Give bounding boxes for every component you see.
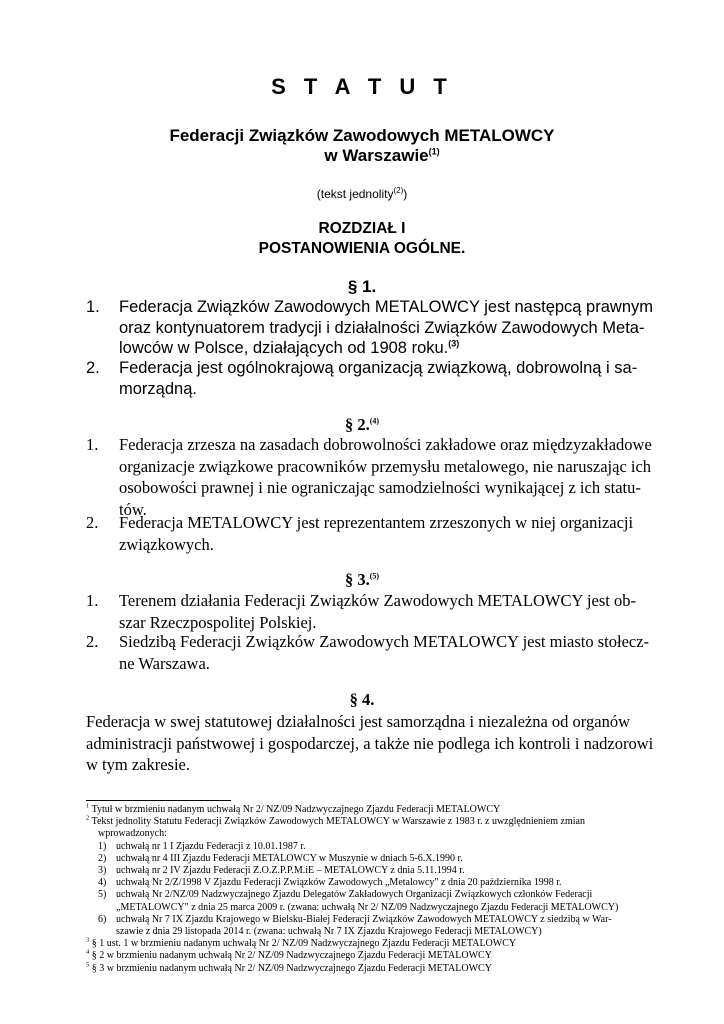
- footnote-1: $^1$ Tytuł w brzmieniu nadanym uchwałą Nr 2/ NZ/09 Nadzwyczajnego Zjazdu Federacji METALOWCY: [86, 802, 501, 815]
- paragraph-number: 1.: [86, 435, 99, 454]
- section-2-paragraph-1: 1. Federacja zrzesza na zasadach dobrowolności zakładowe oraz międzyzakładowe organizacje związkowe pracowników przemysłu metalowego, nie naruszając ich osobowości prawnej i nie ograniczając samodzielności wynikającej z ich statu- tów.: [86, 435, 652, 519]
- section-3-header: § 3.$^{(5)}$: [344, 570, 380, 589]
- document-title: S T A T U T: [271, 74, 453, 99]
- footnote-list-item: 6) uchwałą Nr 7 IX Zjazdu Krajowego w Bielsku-Białej Federacji Związków Zawodowych METALOWCY z siedzibą w War-: [98, 913, 612, 925]
- footnote-list-item-continuation: szawie z dnia 29 listopada 2014 r. (zwana: uchwałą Nr 7 IX Zjazdu Krajowego Federacji METALOWCY): [116, 926, 542, 938]
- heading-line-2: [0, 146, 724, 166]
- section-3-paragraph-2: 2. Siedzibą Federacji Związków Zawodowych METALOWCY jest miasto stołecz- ne Warszawa.: [86, 632, 650, 673]
- heading-line-1: Federacji Związków Zawodowych METALOWCY: [169, 126, 555, 145]
- chapter-number: ROZDZIAŁ I: [318, 220, 406, 237]
- footnote-ref: (4): [369, 416, 380, 426]
- document-heading: [0, 126, 724, 166]
- footnote-4: $^4$ § 2 w brzmieniu nadanym uchwałą Nr 2/ NZ/09 Nadzwyczajnego Zjazdu Federacji METALOWCY: [86, 949, 492, 962]
- paragraph-number: 2.: [86, 359, 100, 377]
- footnotes: $^1$ Tytuł w brzmieniu nadanym uchwałą Nr 2/ NZ/09 Nadzwyczajnego Zjazdu Federacji METALOWCY $^2$ Tekst jednolity Statutu Federacji Związków Zawodowych METALOWCY w Warszawie z 1983 r. z uwzględnieniem zmian wprowadzonych: 1) uchwałą nr 1 I Zjazdu Federacji z 10.01.1987 r. 2) uchwałą nr 4 III Zjazdu Federacji METALOWCY w Muszynie w dniach 5-6.X.1990 r. 3) uchwałą nr 2 IV Zjazdu Federacji Z.O.Z.P.P.M.iE – METALOWCY z dnia 5.11.1994 r. 4) uchwałą Nr 2/Z/1998 V Zjazdu Federacji Związków Zawodowych „Metalowcy" z dnia 20 października 1998 r. 5) uchwałą Nr 2/NZ/09 Nadzwyczajnego Zjazdu Delegatów Zakładowych Organizacji Związkowych członków Federacji „METALOWCY" z dnia 25 marca 2009 r. (zwana: uchwałą Nr 2/ NZ/09 Nadzwyczajnego Zjazdu Federacji METALOWCY) 6) uchwałą Nr 7 IX Zjazdu Krajowego w Bielsku-Białej Federacji Związków Zawodowych METALOWCY z siedzibą w War- szawie z dnia 29 listopada 2014 r. (zwana: uchwałą Nr 7 IX Zjazdu Krajowego Federacji METALOWCY) $^3$ § 1 ust. 1 w brzmieniu nadanym uchwałą Nr 2/ NZ/09 Nadzwyczajnego Zjazdu Federacji METALOWCY $^4$ § 2 w brzmieniu nadanym uchwałą Nr 2/ NZ/09 Nadzwyczajnego Zjazdu Federacji METALOWCY $^5$ § 3 w brzmieniu nadanym uchwałą Nr 2/ NZ/09 Nadzwyczajnego Zjazdu Federacji METALOWCY: [86, 804, 672, 975]
- footnote-5: $^5$ § 3 w brzmieniu nadanym uchwałą Nr 2/ NZ/09 Nadzwyczajnego Zjazdu Federacji METALOWCY: [86, 961, 492, 974]
- footnote-list-item: 1) uchwałą nr 1 I Zjazdu Federacji z 10.01.1987 r.: [98, 840, 306, 852]
- paragraph-number: 1.: [86, 298, 100, 316]
- paragraph-number: 2.: [86, 513, 99, 532]
- section-4-header: § 4.: [349, 690, 375, 709]
- section-2-header: § 2.$^{(4)}$: [344, 415, 380, 434]
- section-1-header: § 1.: [347, 277, 377, 296]
- subtitle-footnote-ref: (2): [393, 186, 404, 195]
- chapter-title: POSTANOWIENIA OGÓLNE.: [258, 240, 466, 257]
- footnote-list-item: 4) uchwałą Nr 2/Z/1998 V Zjazdu Federacji Związków Zawodowych „Metalowcy" z dnia 20 października 1998 r.: [98, 877, 562, 889]
- heading-footnote-ref: (1): [428, 146, 440, 157]
- footnote-list-item: 2) uchwałą nr 4 III Zjazdu Federacji METALOWCY w Muszynie w dniach 5-6.X.1990 r.: [98, 852, 463, 864]
- section-2-paragraph-2: 2. Federacja METALOWCY jest reprezentantem zrzeszonych w niej organizacji związkowych.: [86, 513, 634, 554]
- footnote-2: $^2$ Tekst jednolity Statutu Federacji Związków Zawodowych METALOWCY w Warszawie z 1983 r. z uwzględnieniem zmian: [86, 814, 585, 828]
- section-4-paragraph: Federacja w swej statutowej działalności jest samorządna i niezależna od organów administracji państwowej i gospodarczej, a także nie podlega ich kontroli i nadzorowi w tym zakresie.: [86, 712, 654, 774]
- footnote-list-item: 5) uchwałą Nr 2/NZ/09 Nadzwyczajnego Zjazdu Delegatów Zakładowych Organizacji Związkowych członków Federacji: [98, 889, 593, 901]
- document-subtitle: (tekst jednolity$^{(2)}$): [316, 186, 408, 201]
- footnote-ref: (3): [448, 338, 460, 349]
- paragraph-number: 1.: [86, 591, 99, 610]
- footnote-list-item-continuation: „METALOWCY" z dnia 25 marca 2009 r. (zwana: uchwałą Nr 2/ NZ/09 Nadzwyczajnego Zjazdu Federacji METALOWCY): [116, 901, 619, 913]
- footnote-3: $^3$ § 1 ust. 1 w brzmieniu nadanym uchwałą Nr 2/ NZ/09 Nadzwyczajnego Zjazdu Federacji METALOWCY: [86, 936, 517, 950]
- section-3-paragraph-1: 1. Terenem działania Federacji Związków Zawodowych METALOWCY jest ob- szar Rzeczpospolitej Polskiej.: [86, 591, 636, 632]
- footnote-ref: (5): [369, 571, 380, 581]
- paragraph-number: 2.: [86, 632, 99, 651]
- heading-city: w Warszawie: [324, 146, 429, 165]
- section-1-paragraph-1: 1. Federacja Związków Zawodowych METALOWCY jest następcą prawnym oraz kontynuatorem tradycji i działalności Związków Zawodowych Meta- lowców w Polsce, działających od 1908 roku.$^{(3)}$: [86, 298, 653, 357]
- footnote-list-item: 3) uchwałą nr 2 IV Zjazdu Federacji Z.O.Z.P.P.M.iE – METALOWCY z dnia 5.11.1994 r.: [98, 865, 465, 877]
- footnote-separator: [86, 800, 231, 801]
- chapter-heading: [0, 219, 724, 259]
- section-1-paragraph-2: 2. Federacja jest ogólnokrajową organizacją związkową, dobrowolną i sa- morządną.: [86, 359, 638, 398]
- footnote-2-list: [86, 841, 672, 939]
